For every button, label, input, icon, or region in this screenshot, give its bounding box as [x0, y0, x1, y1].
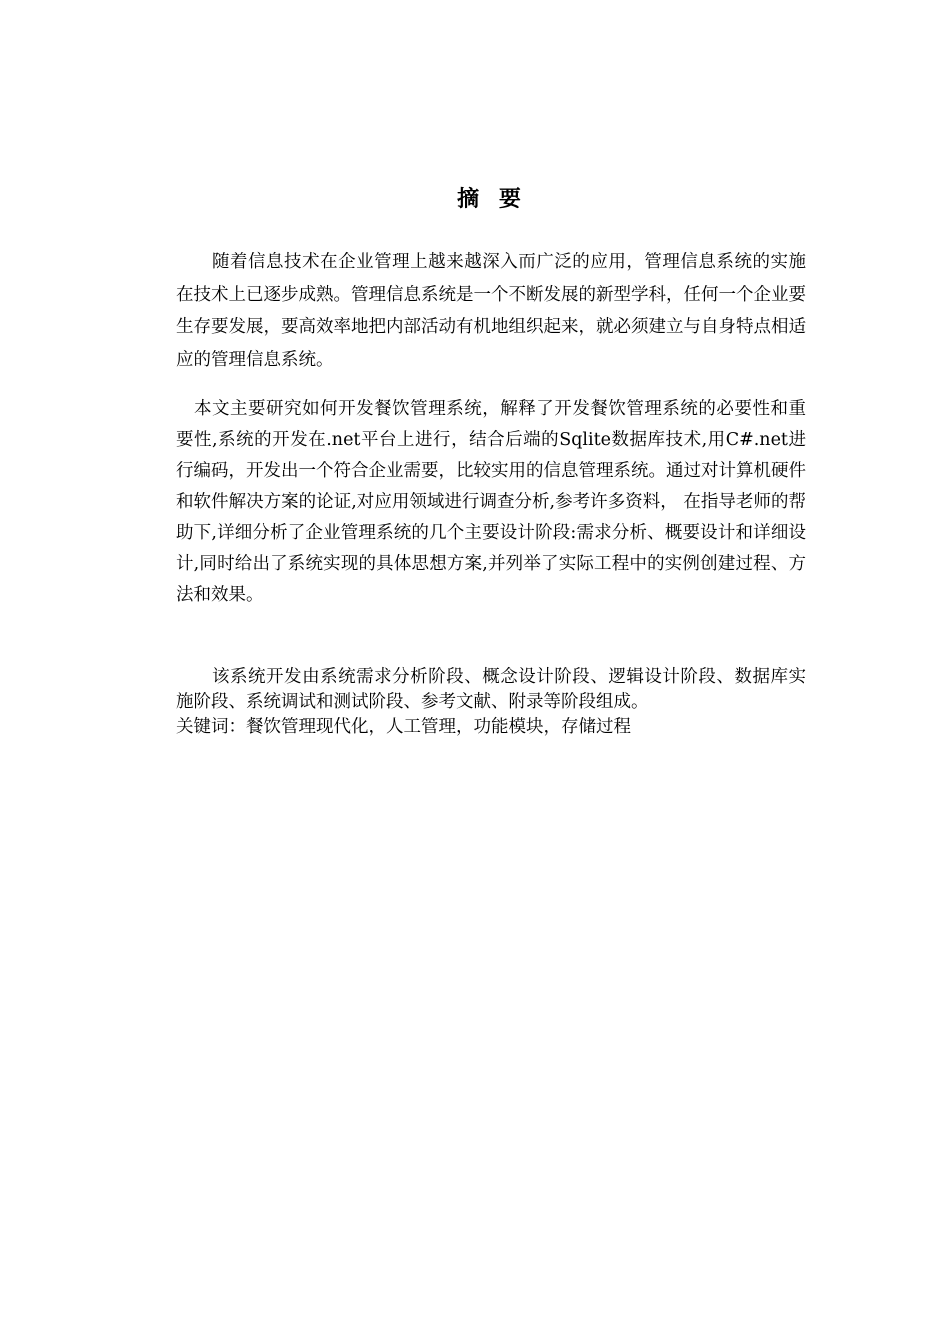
abstract-paragraph-3: 该系统开发由系统需求分析阶段、概念设计阶段、逻辑设计阶段、数据库实施阶段、系统调试和测试阶段、参考文献、附录等阶段组成。: [176, 667, 806, 712]
keywords-line: 关键词：餐饮管理现代化，人工管理，功能模块，存储过程: [176, 717, 631, 737]
abstract-paragraph-2: 本文主要研究如何开发餐饮管理系统，解释了开发餐饮管理系统的必要性和重要性,系统的开发在.net平台上进行，结合后端的Sqlite数据库技术,用C#.net进行编码，开发出一个符合企业需要，比较实用的信息管理系统。通过对计算机硬件和软件解决方案的论证,对应用领域进行调查分析,参考许多资料， 在指导老师的帮助下,详细分析了企业管理系统的几个主要设计阶段:需求分析、概要设计和详细设计,同时给出了系统实现的具体思想方案,并列举了实际工程中的实例创建过程、方法和效果。: [176, 399, 806, 605]
page-title: 摘 要: [457, 187, 527, 212]
abstract-paragraph-1: 随着信息技术在企业管理上越来越深入而广泛的应用，管理信息系统的实施在技术上已逐步成熟。管理信息系统是一个不断发展的新型学科，任何一个企业要生存要发展，要高效率地把内部活动有机地组织起来，就必须建立与自身特点相适应的管理信息系统。: [176, 252, 806, 370]
